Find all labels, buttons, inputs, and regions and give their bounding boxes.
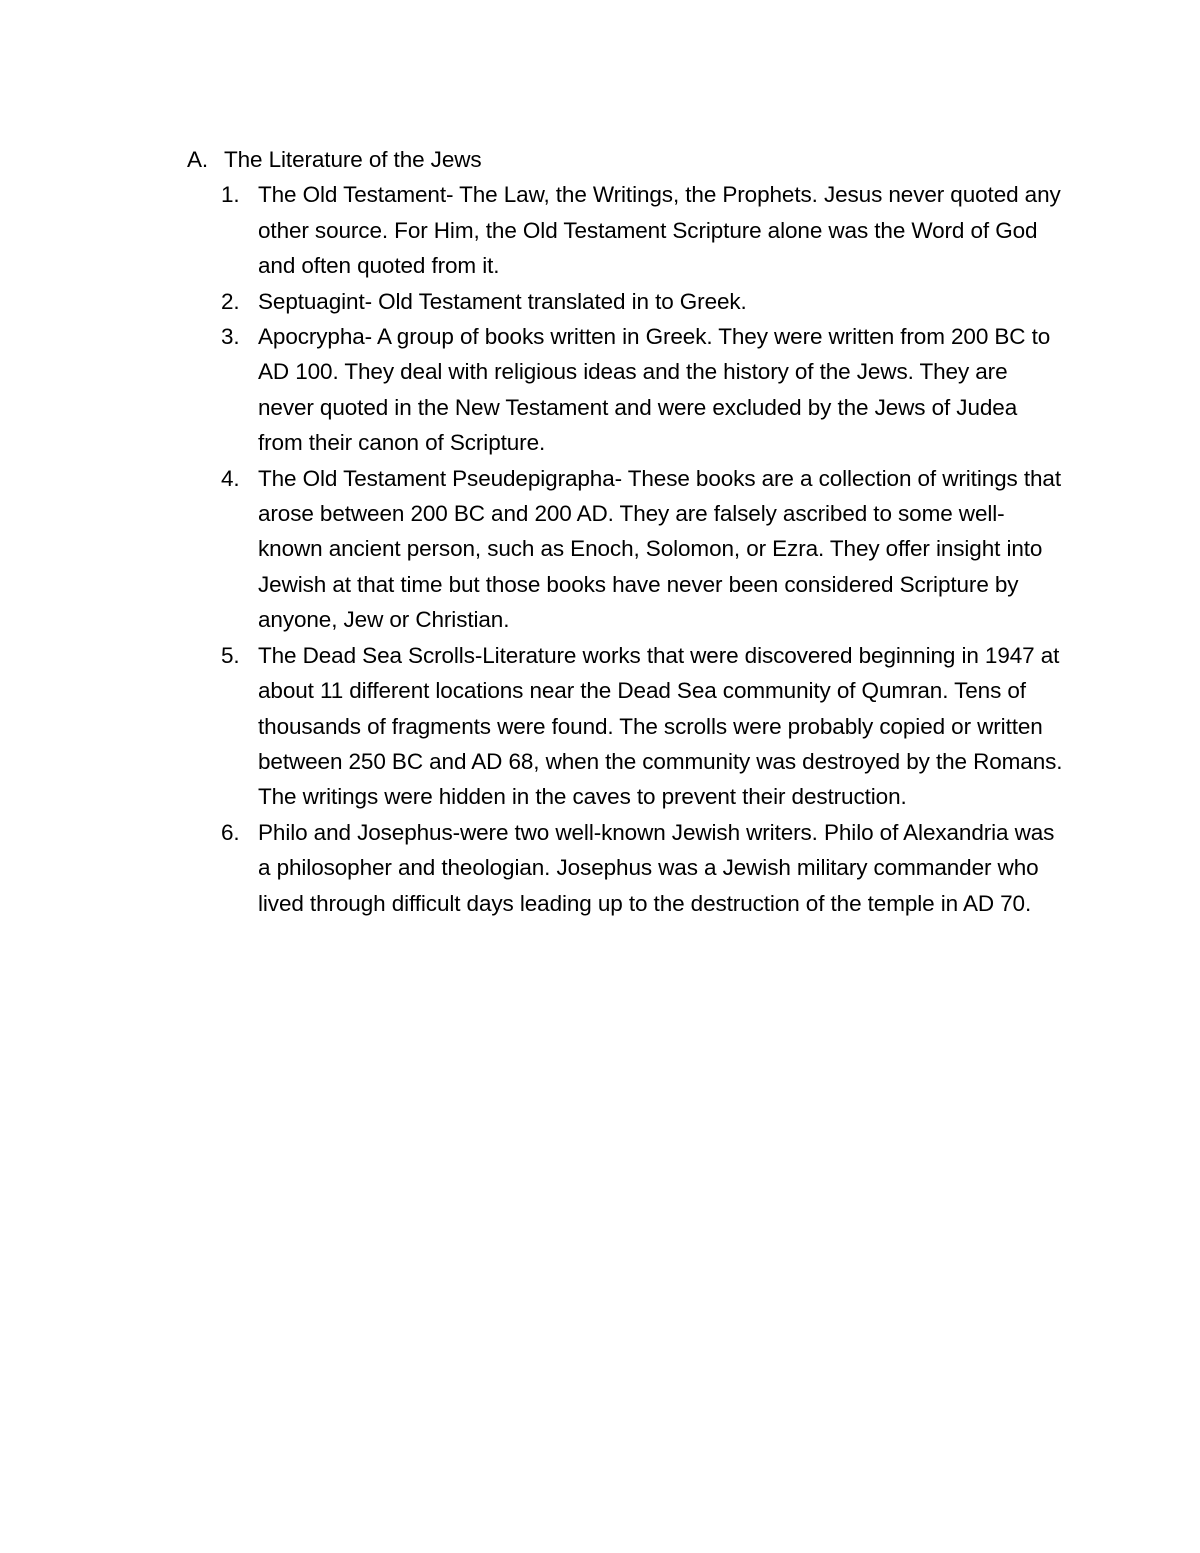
list-item bbox=[221, 284, 1067, 319]
list-item bbox=[221, 177, 1067, 283]
list-item-text: Apocrypha- A group of books written in Greek. They were written from 200 BC to AD 100. They deal with religious ideas and the history of the Jews. They are never quoted in the New Testament and were excluded by the Jews of Judea from their canon of Scripture. bbox=[258, 324, 1051, 456]
list-item-text: Philo and Josephus-were two well-known Jewish writers. Philo of Alexandria was a philosopher and theologian. Josephus was a Jewish military commander who lived through difficult days leading up to the destruction of the temple in AD 70. bbox=[258, 819, 1055, 916]
outline bbox=[187, 142, 1067, 921]
list-item-number: 6. bbox=[221, 819, 240, 845]
list-item-number: 5. bbox=[221, 642, 240, 668]
list-item bbox=[221, 319, 1067, 461]
list-item-number: 4. bbox=[221, 465, 240, 491]
list-item-text: Septuagint- Old Testament translated in to Greek. bbox=[258, 288, 747, 314]
section-marker: A. bbox=[187, 147, 209, 172]
section-heading bbox=[187, 142, 1067, 177]
list-item-number: 3. bbox=[221, 324, 240, 350]
list-item bbox=[221, 638, 1067, 815]
section-title: The Literature of the Jews bbox=[224, 147, 482, 172]
list-item-text: The Dead Sea Scrolls-Literature works that were discovered beginning in 1947 at about 11 different locations near the Dead Sea community of Qumran. Tens of thousands of fragments were found. The scrolls were probably copied or written between 250 BC and AD 68, when the community was destroyed by the Romans. The writings were hidden in the caves to prevent their destruction. bbox=[258, 642, 1063, 810]
list-item bbox=[221, 815, 1067, 921]
list-item-text: The Old Testament- The Law, the Writings, the Prophets. Jesus never quoted any other source. For Him, the Old Testament Scripture alone was the Word of God and often quoted from it. bbox=[258, 182, 1061, 279]
list-item-number: 1. bbox=[221, 182, 240, 208]
list-item-text: The Old Testament Pseudepigrapha- These books are a collection of writings that arose between 200 BC and 200 AD. They are falsely ascribed to some well-known ancient person, such as Enoch, Solomon, or Ezra. They offer insight into Jewish at that time but those books have never been considered Scripture by anyone, Jew or Christian. bbox=[258, 465, 1061, 633]
list-item bbox=[221, 461, 1067, 638]
list-item-number: 2. bbox=[221, 288, 240, 314]
numbered-list bbox=[187, 177, 1067, 921]
